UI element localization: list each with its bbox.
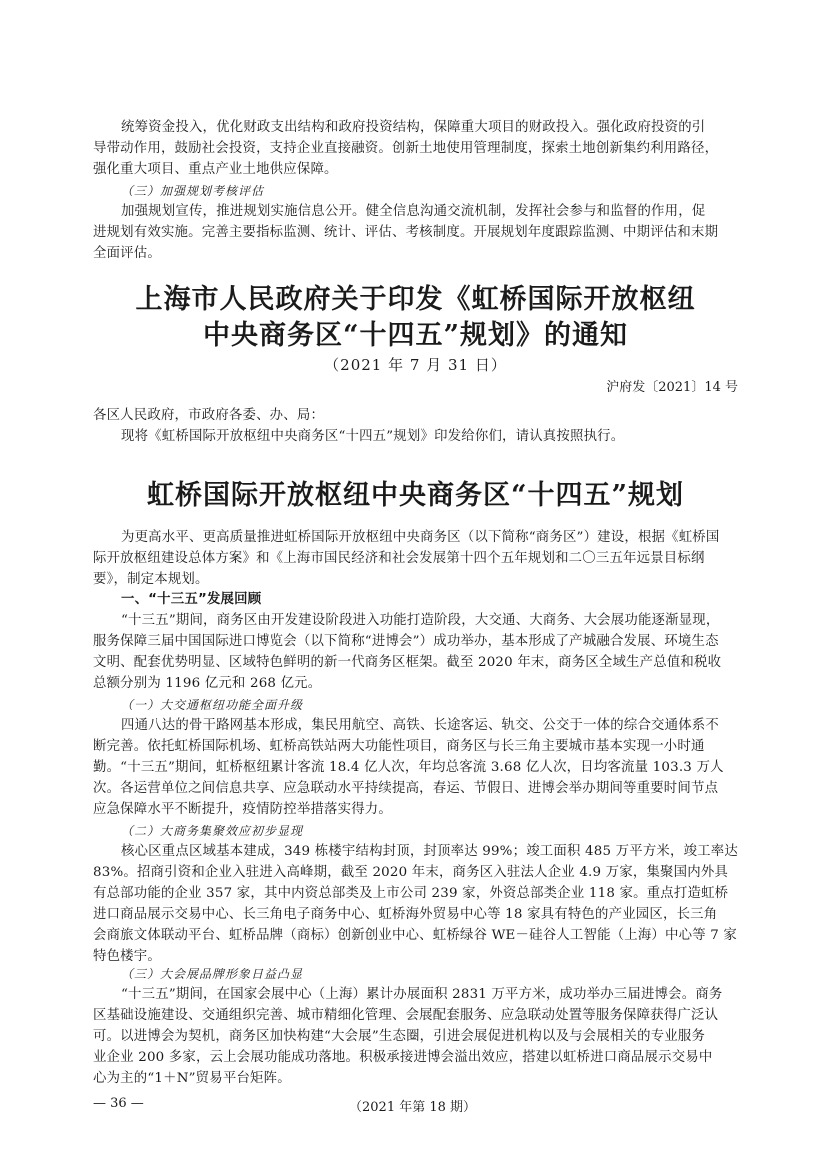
paragraph-line: 强化重大项目、重点产业土地供应保障。	[93, 162, 338, 177]
paragraph-line: 进规划有效实施。完善主要指标监测、统计、评估、考核制度。开展规划年度跟踪监测、中期评估和末期	[93, 225, 719, 240]
paragraph-line: 83%。招商引资和企业入驻进入高峰期，截至 2020 年末，商务区入驻法人企业 4.9 万家，集聚国内外具	[93, 865, 728, 880]
paragraph-line: 际开放枢纽建设总体方案》和《上海市国民经济和社会发展第十四个五年规划和二〇三五年远景目标纲	[93, 551, 705, 566]
paragraph-line: “十三五”期间，商务区由开发建设阶段进入功能打造阶段，大交通、大商务、大会展功能逐渐显现，	[121, 613, 720, 628]
notice-body: 现将《虹桥国际开放枢纽中央商务区“十四五”规划》印发给你们，请认真按照执行。	[121, 429, 625, 444]
paragraph-line: 导带动作用，鼓励社会投资，支持企业直接融资。创新土地使用管理制度，探索土地创新集约利用路径，	[93, 141, 719, 156]
subsection-heading: （一）大交通枢纽功能全面升级	[121, 698, 304, 712]
subsection-heading: （三）加强规划考核评估	[121, 184, 265, 198]
paragraph-line: 可。以进博会为契机，商务区加快构建“大会展”生态圈，引进会展促进机构以及与会展相关的专业服务	[93, 1029, 706, 1044]
paragraph-line: 加强规划宣传，推进规划实施信息公开。健全信息沟通交流机制，发挥社会参与和监督的作用，促	[121, 204, 706, 219]
paragraph-line: 文明、配套优势明显、区域特色鲜明的新一代商务区框架。截至 2020 年末，商务区全域生产总值和税收	[93, 655, 722, 670]
addressee: 各区人民政府，市政府各委、办、局：	[93, 408, 325, 423]
paragraph-line: 断完善。依托虹桥国际机场、虹桥高铁站两大功能性项目，商务区与长三角主要城市基本实现一小时通	[93, 739, 705, 754]
issue-label: （2021 年第 18 期）	[349, 1100, 477, 1115]
paragraph-line: 为更高水平、更高质量推进虹桥国际开放枢纽中央商务区（以下简称“商务区”）建设，根据《虹桥国	[121, 530, 720, 545]
subsection-heading: （三）大会展品牌形象日益凸显	[121, 967, 304, 981]
notice-title-line: 上海市人民政府关于印发《虹桥国际开放枢纽	[135, 284, 696, 315]
paragraph-line: 四通八达的骨干路网基本形成，集民用航空、高铁、长途客运、轨交、公交于一体的综合交通体系不	[121, 718, 719, 733]
paragraph-line: 有总部功能的企业 357 家，其中内资总部类及上市公司 239 家，外资总部类企业 118 家。重点打造虹桥	[93, 886, 729, 901]
paragraph-line: 全面评估。	[93, 246, 161, 261]
paragraph-line: 统筹资金投入，优化财政支出结构和政府投资结构，保障重大项目的财政投入。强化政府投资的引	[121, 120, 706, 135]
page-number: — 36 —	[93, 1096, 144, 1111]
notice-date: （2021 年 7 月 31 日）	[324, 356, 507, 374]
paragraph-line: 区基础设施建设、交通组织完善、城市精细化管理、会展配套服务、应急联动处置等服务保障获得广泛认	[93, 1008, 719, 1023]
paragraph-line: “十三五”期间，在国家会展中心（上海）累计办展面积 2831 万平方米，成功举办三届进博会。商务	[121, 987, 723, 1002]
paragraph-line: 应急保障水平不断提升，疫情防控举措落实得力。	[93, 802, 392, 817]
paragraph-line: 进口商品展示交易中心、长三角电子商务中心、虹桥海外贸易中心等 18 家具有特色的产业园区，长三角	[93, 907, 718, 922]
paragraph-line: 业企业 200 多家，云上会展功能成功落地。积极承接进博会溢出效应，搭建以虹桥进口商品展示交易中	[93, 1050, 713, 1065]
paragraph-line: 心为主的“1＋N”贸易平台矩阵。	[93, 1071, 291, 1086]
notice-title-line: 中央商务区“十四五”规划》的通知	[202, 320, 629, 351]
paragraph-line: 会商旅文体联动平台、虹桥品牌（商标）创新创业中心、虹桥绿谷 WE－硅谷人工智能（上海）中心等 7 家	[93, 928, 738, 943]
paragraph-line: 勤。“十三五”期间，虹桥枢纽累计客流 18.4 亿人次，年均总客流 3.68 亿人次，日均客流量 103.3 万人	[93, 760, 724, 775]
section-heading: 一、“十三五”发展回顾	[121, 592, 262, 607]
paragraph-line: 总额分别为 1196 亿元和 268 亿元。	[93, 676, 322, 691]
paragraph-line: 要》，制定本规划。	[93, 572, 209, 587]
paragraph-line: 特色楼宇。	[93, 949, 161, 964]
paragraph-line: 服务保障三届中国国际进口博览会（以下简称“进博会”）成功举办，基本形成了产城融合发展、环境生态	[93, 634, 719, 649]
document-number: 沪府发〔2021〕14 号	[606, 380, 738, 395]
plan-title: 虹桥国际开放枢纽中央商务区“十四五”规划	[146, 480, 685, 511]
paragraph-line: 次。各运营单位之间信息共享、应急联动水平持续提高，春运、节假日、进博会举办期间等重要时间节点	[93, 781, 719, 796]
paragraph-line: 核心区重点区域基本建成，349 栋楼宇结构封顶，封顶率达 99%；竣工面积 485 万平方米，竣工率达	[121, 844, 738, 859]
subsection-heading: （二）大商务集聚效应初步显现	[121, 824, 304, 838]
